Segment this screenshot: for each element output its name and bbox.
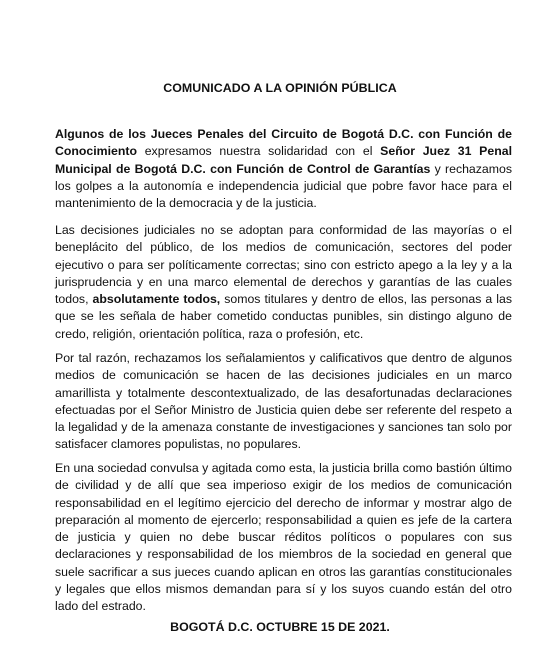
- paragraph-judicial-decisions-bold: absolutamente todos,: [92, 292, 221, 307]
- paragraph-solidarity-text-a: expresamos nuestra solidaridad con el: [136, 144, 381, 159]
- paragraph-judicial-decisions: [55, 222, 512, 343]
- paragraph-solidarity-bold-judge: Señor Juez 31 Penal Municipal de Bogotá D.C. con Función de Control de Garantías: [55, 144, 512, 176]
- paragraph-responsibility: En una sociedad convulsa y agitada como esta, la justicia brilla como bastión último de civilidad y de allí que sea imperioso exigir de los medios de comunicación responsabilidad en el legítimo ejercicio del derecho de informar y mostrar algo de preparación al momento de ejercerlo; responsabilidad a quien es jefe de la cartera de justicia y quien no debe buscar réditos políticos o populares con sus declaraciones y responsabilidad de los miembros de la sociedad en general que suele sacrificar a sus jueces cuando aplican en otros las garantías constitucionales y legales que ellos mismos demandan para sí y los suyos cuando están del otro lado del estrado.: [55, 461, 512, 614]
- paragraph-judicial-decisions-text-b: somos titulares y dentro de ellos, las personas a las que se les señala de haber cometido conductas punibles, sin distingo alguno de credo, religión, orientación política, raza o profesión, etc.: [55, 292, 512, 341]
- document-dateline: BOGOTÁ D.C. OCTUBRE 15 DE 2021.: [170, 620, 390, 634]
- document-title: COMUNICADO A LA OPINIÓN PÚBLICA: [163, 81, 397, 95]
- paragraph-rejection: Por tal razón, rechazamos los señalamientos y calificativos que dentro de algunos medios de comunicación se hacen de las decisiones judiciales en un marco amarillista y totalmente descontextualizado, de las desafortunadas declaraciones efectuadas por el Señor Ministro de Justicia quien debe ser referente del respeto a la legalidad y de la amenaza constante de investigaciones y sanciones tan solo por satisfacer clamores populistas, no populares.: [55, 351, 512, 452]
- paragraph-solidarity: [55, 126, 512, 212]
- paragraph-judicial-decisions-text-a: Las decisiones judiciales no se adoptan para conformidad de las mayorías o el beneplácito del público, de los medios de comunicación, sectores del poder ejecutivo o para ser políticamente correctas; sino con estricto apego a la ley y a la jurisprudencia y en una marco elemental de derechos y garantías de las cuales todos,: [55, 223, 512, 307]
- paragraph-solidarity-text-b: y rechazamos los golpes a la autonomía e independencia judicial que pobre favor hace para el mantenimiento de la democracia y de la justicia.: [55, 161, 512, 211]
- paragraph-solidarity-bold-intro: Algunos de los Jueces Penales del Circuito de Bogotá D.C. con Función de Conocimiento: [55, 127, 512, 159]
